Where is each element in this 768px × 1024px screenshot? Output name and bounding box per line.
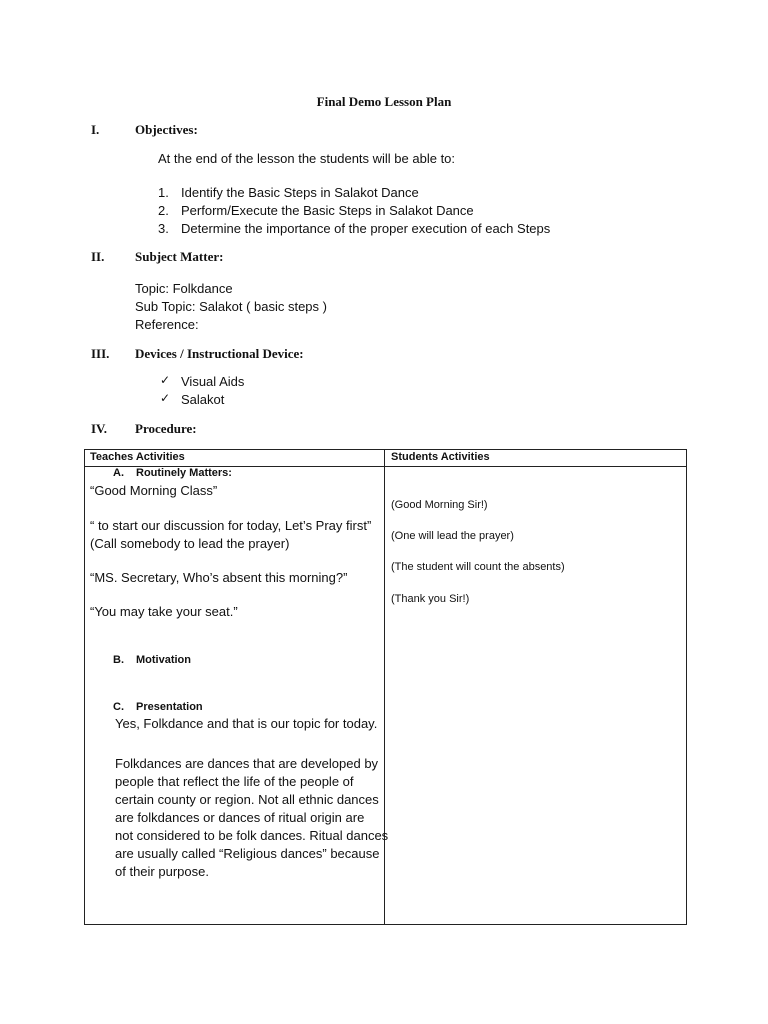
- objectives-intro: At the end of the lesson the students will be able to:: [158, 151, 456, 166]
- objective-text: Identify the Basic Steps in Salakot Dance: [181, 185, 419, 200]
- header-students-activities: Students Activities: [391, 451, 490, 463]
- checkmark-icon: ✓: [160, 391, 171, 405]
- student-line: (The student will count the absents): [391, 561, 565, 573]
- section-title-objectives: Objectives:: [135, 122, 198, 137]
- paragraph-line: Folkdances are dances that are developed by: [115, 756, 379, 771]
- section-heading-presentation: Presentation: [136, 701, 203, 713]
- section-title-devices: Devices / Instructional Device:: [135, 346, 304, 361]
- objective-number: 2.: [158, 203, 169, 218]
- objective-number: 3.: [158, 221, 169, 236]
- paragraph-line: of their purpose.: [115, 864, 209, 879]
- document-title: Final Demo Lesson Plan: [316, 94, 452, 109]
- student-line: (Good Morning Sir!): [391, 499, 488, 511]
- paragraph-line: not considered to be folk dances. Ritual dances: [115, 828, 389, 843]
- subtopic-label: Sub Topic:: [135, 299, 200, 314]
- subtopic-line: [135, 299, 327, 314]
- teacher-line: “MS. Secretary, Who’s absent this morning?”: [90, 570, 348, 585]
- paragraph-line: people that reflect the life of the people of: [115, 774, 354, 789]
- topic-line: [135, 281, 233, 296]
- student-line: (One will lead the prayer): [391, 530, 514, 542]
- procedure-table: [84, 449, 687, 925]
- teacher-line: “Good Morning Class”: [90, 483, 218, 498]
- objective-number: 1.: [158, 185, 169, 200]
- section-letter: C.: [113, 701, 124, 713]
- teacher-line: “ to start our discussion for today, Let’s Pray first”: [90, 518, 372, 533]
- paragraph-line: are usually called “Religious dances” because: [115, 846, 380, 861]
- topic-label: Topic:: [135, 281, 173, 296]
- teacher-line: Yes, Folkdance and that is our topic for today.: [115, 716, 378, 731]
- presentation-paragraph: [115, 755, 389, 881]
- section-title-procedure: Procedure:: [135, 421, 197, 436]
- checkmark-icon: ✓: [160, 373, 171, 387]
- subtopic-value: Salakot ( basic steps ): [199, 299, 327, 314]
- teacher-line: (Call somebody to lead the prayer): [90, 536, 290, 551]
- section-number-procedure: IV.: [91, 421, 108, 436]
- section-letter: B.: [113, 654, 124, 666]
- device-item: Salakot: [181, 392, 225, 407]
- section-number-devices: III.: [91, 346, 110, 361]
- reference-label: Reference:: [135, 317, 199, 332]
- paragraph-line: are folkdances or dances of ritual origin are: [115, 810, 365, 825]
- section-heading-motivation: Motivation: [136, 654, 191, 666]
- header-teacher-activities: Teaches Activities: [90, 451, 185, 463]
- topic-value: Folkdance: [172, 281, 233, 296]
- device-item: Visual Aids: [181, 374, 245, 389]
- section-heading-routinely-matters: Routinely Matters:: [136, 467, 232, 479]
- teacher-line: “You may take your seat.”: [90, 604, 238, 619]
- section-number-subject-matter: II.: [91, 249, 105, 264]
- student-line: (Thank you Sir!): [391, 593, 470, 605]
- section-title-subject-matter: Subject Matter:: [135, 249, 224, 264]
- section-number-objectives: I.: [91, 122, 100, 137]
- objective-text: Perform/Execute the Basic Steps in Salakot Dance: [181, 203, 474, 218]
- paragraph-line: certain county or region. Not all ethnic dances: [115, 792, 379, 807]
- objective-text: Determine the importance of the proper execution of each Steps: [181, 221, 551, 236]
- section-letter: A.: [113, 467, 124, 479]
